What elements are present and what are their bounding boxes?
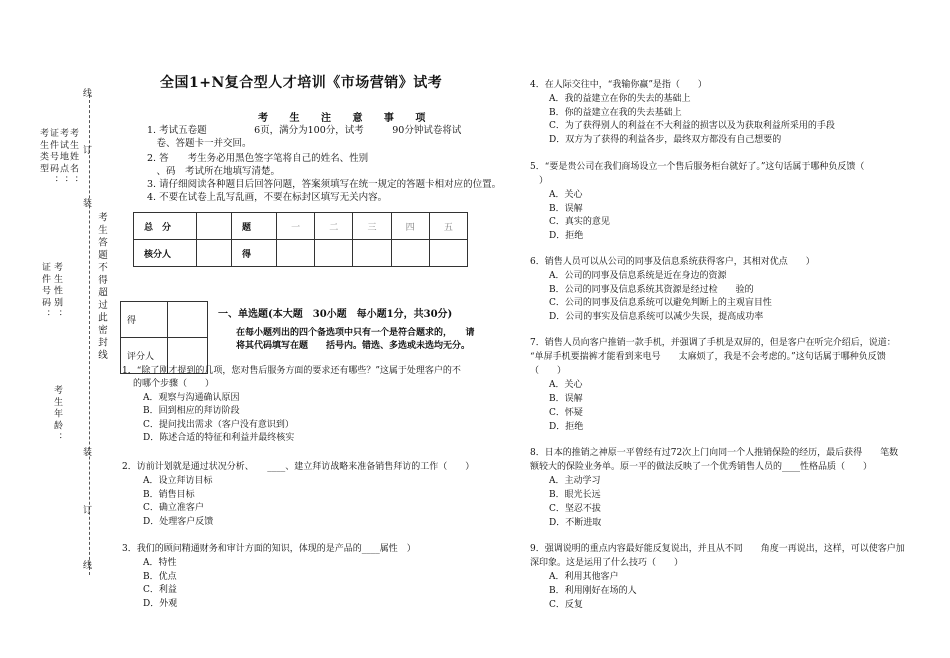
option-b[interactable]: B．你的益建立在我的失去基础上: [549, 108, 682, 118]
option-d[interactable]: D．拒绝: [549, 422, 584, 432]
question-stem: 3．我们的顾问精通财务和审计方面的知识，体现的是产品的____属性 ）: [122, 544, 416, 554]
cut-label-2: 订: [83, 146, 93, 156]
option-a[interactable]: A．关心: [549, 190, 583, 200]
notice-line-1: 1. 考试五卷题 6页，满分为100分，试考 90分钟试卷将试: [147, 125, 462, 136]
option-a[interactable]: A．关心: [549, 380, 583, 390]
question-stem: 深印象。这是运用了什么技巧（ ）: [530, 558, 684, 568]
col-1: 一: [277, 213, 315, 240]
score-cell-1[interactable]: [277, 240, 315, 267]
score-row-label: 得: [232, 240, 277, 267]
reviewer-blank-cell: [197, 240, 232, 267]
option-c[interactable]: C．真实的意见: [549, 217, 610, 227]
option-a[interactable]: A．特性: [143, 558, 177, 568]
notice-line-3: 2. 答 考生务必用黑色签字笔将自己的姓名、性别: [147, 153, 369, 164]
cut-label-4: 装: [83, 448, 93, 458]
option-c[interactable]: C．确立准客户: [143, 503, 204, 513]
option-b[interactable]: B．眼光长远: [549, 490, 601, 500]
question-stem: 2．访前计划就是通过状况分析、 ____、建立拜访战略来准备销售拜访的工作（ ）: [122, 462, 475, 472]
option-d[interactable]: D．外观: [143, 599, 178, 609]
score-cell-2[interactable]: [315, 240, 353, 267]
option-a[interactable]: A．观察与沟通确认原因: [143, 393, 240, 403]
score-blank-cell: [197, 213, 232, 240]
section-title: 一、单选题(本大题 30小题 每小题1分，共30分): [218, 309, 453, 320]
question-stem: 9．强调说明的重点内容最好能反复说出，并且从不同 角度一再说出，这样，可以使客户加: [530, 544, 905, 554]
option-d[interactable]: D．公司的事实及信息系统可以减少失误，提高成功率: [549, 312, 764, 322]
option-b[interactable]: B．利用刚好在场的人: [549, 586, 637, 596]
question-stem: 4．在人际交往中，“我输你赢”是指（ ）: [530, 80, 707, 90]
option-a[interactable]: A．我的益建立在你的失去的基础上: [549, 94, 691, 104]
question-stem: 1．“除了刚才提到的几项，您对售后服务方面的要求还有哪些？”这属于处理客户的不: [122, 366, 461, 376]
margin-exam-type: 考 生 类 型: [38, 128, 48, 173]
question-stem: 5．“要是贵公司在我们商场设立一个售后服务柜台就好了。”这句话属于哪种负反馈（: [530, 162, 865, 172]
cut-label-5: 订: [83, 506, 93, 516]
option-c[interactable]: C．坚忍不拔: [549, 504, 601, 514]
col-3: 三: [353, 213, 391, 240]
option-c[interactable]: C．利益: [143, 585, 177, 595]
option-c[interactable]: C．怀疑: [549, 408, 583, 418]
option-c[interactable]: C．为了获得别人的利益在不大利益的损害以及为获取利益所采用的手段: [549, 121, 835, 131]
option-b[interactable]: B．公司的同事及信息系统其资源是经过检 验的: [549, 285, 754, 295]
notice-line-4: 、码 考试所在地填写清楚。: [147, 166, 281, 177]
grader-table: [120, 301, 208, 374]
option-a[interactable]: A．利用其他客户: [549, 572, 619, 582]
notice-line-6: 4. 不要在试卷上乱写乱画，不要在标封区填写无关内容。: [147, 192, 388, 203]
option-d[interactable]: D．处理客户反馈: [143, 517, 214, 527]
col-2: 二: [315, 213, 353, 240]
option-b[interactable]: B．优点: [143, 572, 177, 582]
exam-title: 全国1+N复合型人才培训《市场营销》试考: [160, 75, 443, 91]
cut-label-6: 线: [83, 561, 93, 571]
option-c[interactable]: C．反复: [549, 600, 583, 610]
option-b[interactable]: B．误解: [549, 394, 583, 404]
margin-candidate-name: 考 生 姓 名 ：: [68, 128, 78, 185]
option-d[interactable]: D．拒绝: [549, 231, 584, 241]
question-stem: 的哪个步骤（ ）: [133, 379, 215, 389]
option-c[interactable]: C．公司的同事及信息系统可以避免判断上的主观盲目性: [549, 298, 772, 308]
seal-warning-text: 考 生 答 题 不 得 超 过 此 密 封 线: [96, 212, 107, 360]
option-a[interactable]: A．设立拜访目标: [143, 476, 213, 486]
option-b[interactable]: B．销售目标: [143, 490, 195, 500]
total-score-label: 总 分: [134, 213, 197, 240]
margin-candidate-gender: 考 生 性 别 ：: [52, 262, 62, 319]
reviewer-label: 核分人: [134, 240, 197, 267]
cut-label-3: 装: [83, 199, 93, 209]
grader-score-label: 得: [121, 302, 168, 338]
option-c[interactable]: C．提问找出需求（客户没有意识到）: [143, 420, 294, 430]
option-d[interactable]: D．陈述合适的特征和利益并最终核实: [143, 433, 295, 443]
col-5: 五: [429, 213, 467, 240]
question-stem: 8．日本的推销之神原一平曾经有过72次上门向同一个人推销保险的经历，最后获得 笔数: [530, 448, 899, 458]
col-4: 四: [391, 213, 429, 240]
score-cell-5[interactable]: [429, 240, 467, 267]
question-label: 题: [232, 213, 277, 240]
section-note-1: 在每小题列出的四个备选项中只有一个是符合题求的， 请: [236, 328, 475, 338]
question-stem: 7．销售人员向客户推销一款手机，并强调了手机是双屏的，但是客户在听完介绍后，说道：: [530, 338, 896, 348]
grader-name-label: 评分人: [121, 338, 168, 374]
margin-id-number-top: 证 件 号 码 ：: [48, 128, 58, 185]
option-a[interactable]: A．主动学习: [549, 476, 601, 486]
question-stem: （ ）: [530, 366, 567, 376]
option-a[interactable]: A．公司的同事及信息系统是近在身边的资源: [549, 271, 727, 281]
option-d[interactable]: D．双方为了获得的利益各步，最终双方都没有自己想要的: [549, 135, 782, 145]
score-cell-4[interactable]: [391, 240, 429, 267]
margin-candidate-age: 考 生 年 龄 ：: [52, 385, 62, 442]
question-stem: “单屏手机要揣裤才能看到来电号 太麻烦了，我是不会考虑的。”这句话属于哪种负反馈: [530, 352, 886, 362]
option-b[interactable]: B．回到相应的拜访阶段: [143, 406, 240, 416]
cut-label-1: 线: [83, 89, 93, 99]
section-note-2: 将其代码填写在题 括号内。错选、多选或未选均无分。: [236, 341, 471, 351]
score-table: [133, 212, 468, 267]
margin-id-number-mid: 证 件 号 码 ：: [40, 262, 50, 319]
notice-line-2: 卷、答题卡一并交回。: [147, 138, 252, 149]
score-cell-3[interactable]: [353, 240, 391, 267]
option-b[interactable]: B．误解: [549, 204, 583, 214]
margin-exam-location: 考 试 地 点 ：: [58, 128, 68, 185]
question-stem: 6．销售人员可以从公司的同事及信息系统获得客户，其相对优点 ）: [530, 257, 815, 267]
grader-score-cell[interactable]: [168, 302, 208, 338]
question-stem: 额较大的保险业务单。原一平的做法反映了一个优秀销售人员的____性格品质（ ）: [530, 462, 873, 472]
notice-line-5: 3. 请仔细阅读各种题目后回答问题，答案须填写在统一规定的答题卡相对应的位置。: [147, 179, 502, 190]
question-stem: ）: [530, 176, 549, 186]
option-d[interactable]: D．不断进取: [549, 518, 602, 528]
notice-title: 考 生 注 意 事 项: [258, 113, 435, 124]
